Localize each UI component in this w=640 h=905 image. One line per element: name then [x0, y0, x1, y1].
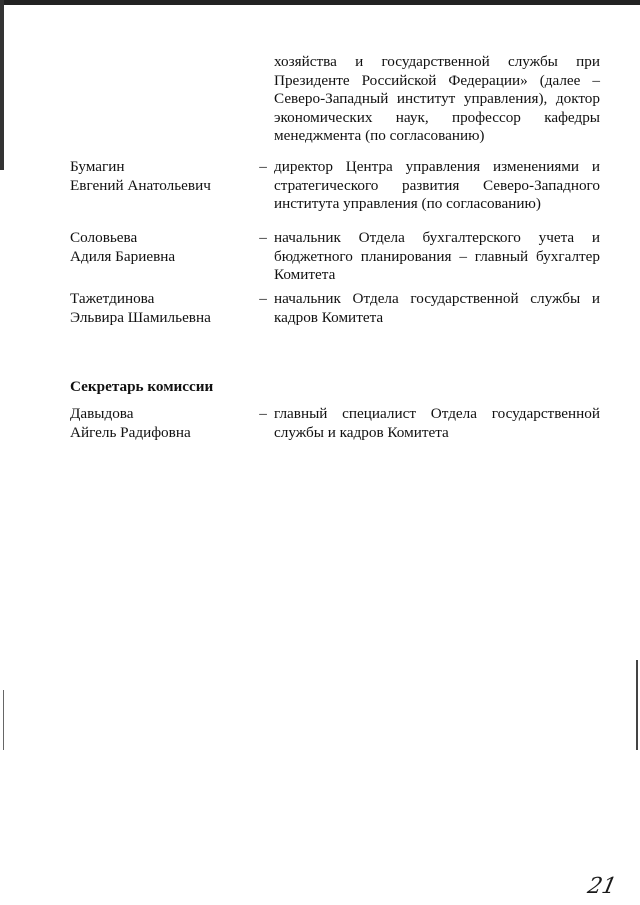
- secretary-position: главный специалист Отдела государственной службы и кадров Комитета: [274, 405, 600, 441]
- member-name: [70, 229, 245, 266]
- member-surname: Бумагин: [70, 158, 125, 175]
- secretary-given-name: Айгель Радифовна: [70, 423, 191, 441]
- secretary-heading: Секретарь комиссии: [70, 378, 214, 395]
- member-surname: Тажетдинова: [70, 290, 155, 307]
- member-given-name: Евгений Анатольевич: [70, 176, 211, 194]
- dash-separator: –: [259, 405, 267, 422]
- member-position: директор Центра управления изменениями и стратегического развития Северо-Западного института управления (по согласованию): [274, 158, 600, 213]
- continuation-text: хозяйства и государственной службы при Президенте Российской Федерации» (далее – Северо-Западный институт управления), доктор экономических наук, профессор кафедры менеджмента (по согласованию): [274, 53, 600, 145]
- dash-separator: –: [259, 290, 267, 307]
- page-number: 21: [585, 874, 619, 899]
- dash-separator: –: [259, 158, 267, 175]
- member-given-name: Эльвира Шамильевна: [70, 308, 211, 326]
- dash-separator: –: [259, 229, 267, 246]
- member-position: начальник Отдела бухгалтерского учета и бюджетного планирования – главный бухгалтер Комитета: [274, 229, 600, 284]
- secretary-surname: Давыдова: [70, 405, 134, 422]
- member-given-name: Адиля Бариевна: [70, 247, 176, 265]
- member-name: [70, 158, 245, 195]
- member-position: начальник Отдела государственной службы и кадров Комитета: [274, 290, 600, 326]
- member-name: [70, 290, 245, 327]
- secretary-name: [70, 405, 245, 442]
- member-surname: Соловьева: [70, 229, 138, 246]
